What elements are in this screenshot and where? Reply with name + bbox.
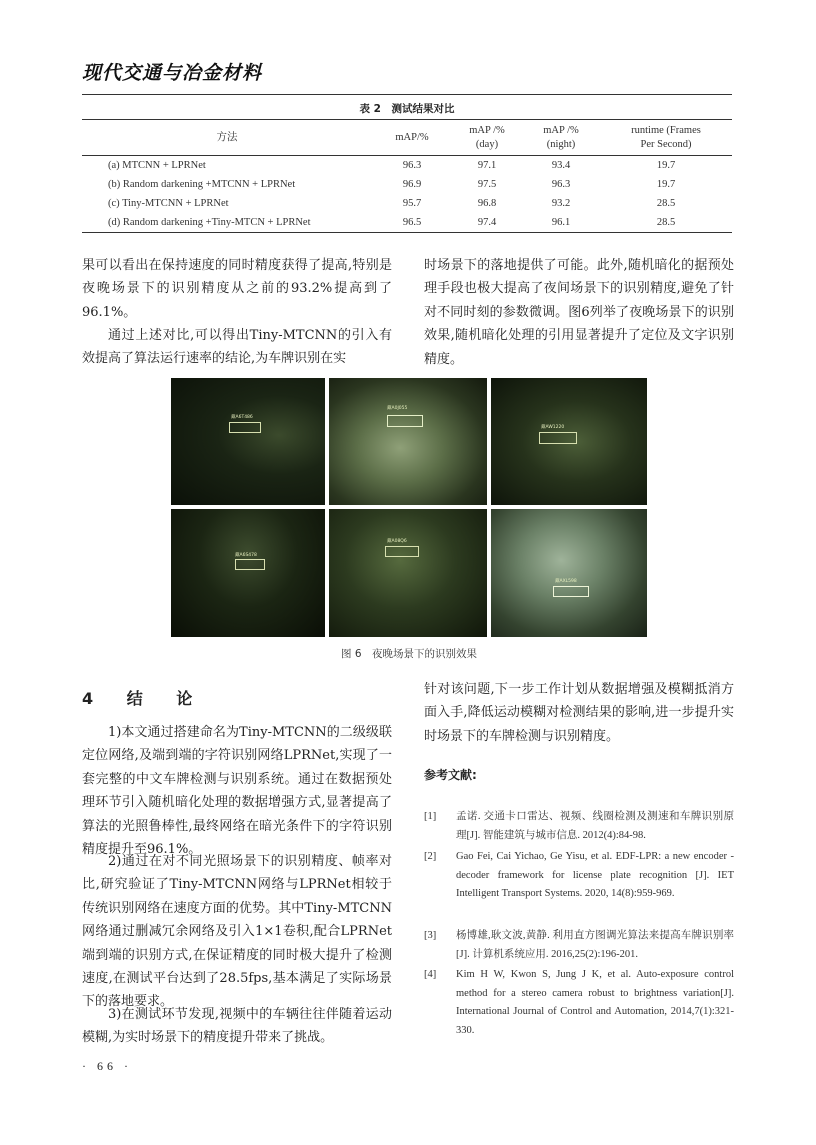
night-photo <box>329 378 487 505</box>
plate-label: 藏A08Q6 <box>387 539 407 544</box>
col-header-map: mAP/% <box>395 132 429 143</box>
col-header-method: 方法 <box>216 132 238 143</box>
cell-map-night: 93.4 <box>551 160 571 171</box>
figure-night-recognition <box>171 378 647 637</box>
cell-map-night: 93.2 <box>551 198 571 209</box>
plate-label: 藏AW1220 <box>541 425 565 430</box>
plate-box <box>229 422 261 433</box>
cell-method: (d) Random darkening +Tiny-MTCN + LPRNet <box>108 217 311 228</box>
reference-item <box>424 927 734 964</box>
figure-caption: 图 6 夜晚场景下的识别效果 <box>340 648 478 660</box>
cell-runtime: 19.7 <box>656 179 676 190</box>
cell-runtime: 28.5 <box>656 217 676 228</box>
reference-text: Kim H W, Kwon S, Jung J K, et al. Auto-exposure control method for a stereo camera robust to brightness variation[J]. International Journal of Control and Automation, 2014,7(1):321-330. <box>456 969 734 1036</box>
plate-label: 藏A0J055 <box>387 406 408 411</box>
page-number: · 66 · <box>82 1059 132 1073</box>
plate-label: 藏AXL598 <box>555 579 577 584</box>
cell-map: 96.3 <box>402 160 422 171</box>
body-paragraph: 时场景下的落地提供了可能。此外,随机暗化的据预处理手段也极大提高了夜间场景下的识别精度,避免了针对不同时刻的参数微调。图6列举了夜晚场景下的识别效果,随机暗化处理的引用显著提升了定位及文字识别精度。 <box>424 258 734 367</box>
cell-method: (b) Random darkening +MTCNN + LPRNet <box>108 179 296 190</box>
reference-number: [4] <box>424 969 437 980</box>
cell-map-day: 97.4 <box>477 217 497 228</box>
plate-label: 藏A6T486 <box>231 415 253 420</box>
cell-map-day: 97.1 <box>477 160 497 171</box>
cell-map: 95.7 <box>402 198 422 209</box>
results-table <box>82 119 732 233</box>
body-paragraph: 3)在测试环节发现,视频中的车辆往往伴随着运动模糊,为实时场景下的精度提升带来了挑战。 <box>82 1007 392 1046</box>
plate-box <box>235 559 265 570</box>
reference-item <box>424 966 734 1040</box>
body-paragraph: 2)通过在对不同光照场景下的识别精度、帧率对比,研究验证了Tiny-MTCNN网络与LPRNet相较于传统识别网络在速度方面的优势。其中Tiny-MTCNN网络通过删减冗余网络及引入1×1卷积,配合LPRNet端到端的识别方式,在保证精度的同时极大提升了检测速度,在测试平台达到了28.5fps,基本满足了实际场景下的落地要求。 <box>82 854 392 1010</box>
reference-text: 杨博雄,耿文波,黄静. 利用直方图调光算法来提高车牌识别率[J]. 计算机系统应用. 2016,25(2):196-201. <box>456 930 734 960</box>
journal-title: 现代交通与冶金材料 <box>82 62 263 84</box>
plate-box <box>553 586 589 597</box>
reference-item <box>424 808 734 845</box>
cell-map: 96.9 <box>402 179 422 190</box>
body-paragraph: 果可以看出在保持速度的同时精度获得了提高,特别是夜晚场景下的识别精度从之前的93.2%提高到了96.1%。 <box>82 258 392 320</box>
cell-map-day: 96.8 <box>477 198 497 209</box>
col-header-runtime: runtime (Frames Per Second) <box>631 125 701 150</box>
reference-text: 孟诺. 交通卡口雷达、视频、线圈检测及测速和车牌识别原理[J]. 智能建筑与城市信息. 2012(4):84-98. <box>456 811 734 841</box>
header-rule <box>82 94 732 95</box>
cell-method: (a) MTCNN + LPRNet <box>108 160 206 171</box>
cell-method: (c) Tiny-MTCNN + LPRNet <box>108 198 229 209</box>
table-row <box>82 175 732 194</box>
table-header-row <box>82 120 732 156</box>
col-header-map-day: mAP /% (day) <box>469 125 505 150</box>
cell-map-day: 97.5 <box>477 179 497 190</box>
reference-number: [1] <box>424 811 437 822</box>
section-heading: 4 结 论 <box>82 689 207 708</box>
cell-runtime: 19.7 <box>656 160 676 171</box>
table-row <box>82 194 732 213</box>
cell-runtime: 28.5 <box>656 198 676 209</box>
night-photo <box>491 509 647 637</box>
reference-number: [3] <box>424 930 437 941</box>
reference-item <box>424 848 734 904</box>
body-paragraph: 针对该问题,下一步工作计划从数据增强及模糊抵消方面入手,降低运动模糊对检测结果的影响,进一步提升实时场景下的车牌检测与识别精度。 <box>424 682 734 744</box>
references-heading: 参考文献: <box>424 768 477 782</box>
cell-map: 96.5 <box>402 217 422 228</box>
reference-text: Gao Fei, Cai Yichao, Ge Yisu, et al. EDF-LPR: a new encoder - decoder framework for license plate recognition [J]. IET Intelligent Transport Systems. 2020, 14(8):959-969. <box>456 851 734 899</box>
table-row <box>82 213 732 233</box>
plate-label: 藏A6S478 <box>235 553 257 558</box>
body-paragraph: 通过上述对比,可以得出Tiny-MTCNN的引入有效提高了算法运行速率的结论,为车牌识别在实 <box>82 328 392 367</box>
night-photo <box>491 378 647 505</box>
cell-map-night: 96.3 <box>551 179 571 190</box>
body-paragraph: 1)本文通过搭建命名为Tiny-MTCNN的二级级联定位网络,及端到端的字符识别网络LPRNet,实现了一套完整的中文车牌检测与识别系统。通过在数据预处理环节引入随机暗化处理的数据增强方式,显著提高了算法的光照鲁棒性,最终网络在暗光条件下的字符识别精度提升至96.1%。 <box>82 725 392 858</box>
reference-number: [2] <box>424 851 437 862</box>
night-photo <box>329 509 487 637</box>
col-header-map-night: mAP /% (night) <box>543 125 579 150</box>
night-photo <box>171 509 325 637</box>
plate-box <box>385 546 419 557</box>
table-row <box>82 156 732 176</box>
table-caption: 表 2 测试结果对比 <box>359 103 455 115</box>
night-photo <box>171 378 325 505</box>
plate-box <box>539 432 577 444</box>
cell-map-night: 96.1 <box>551 217 571 228</box>
plate-box <box>387 415 423 427</box>
